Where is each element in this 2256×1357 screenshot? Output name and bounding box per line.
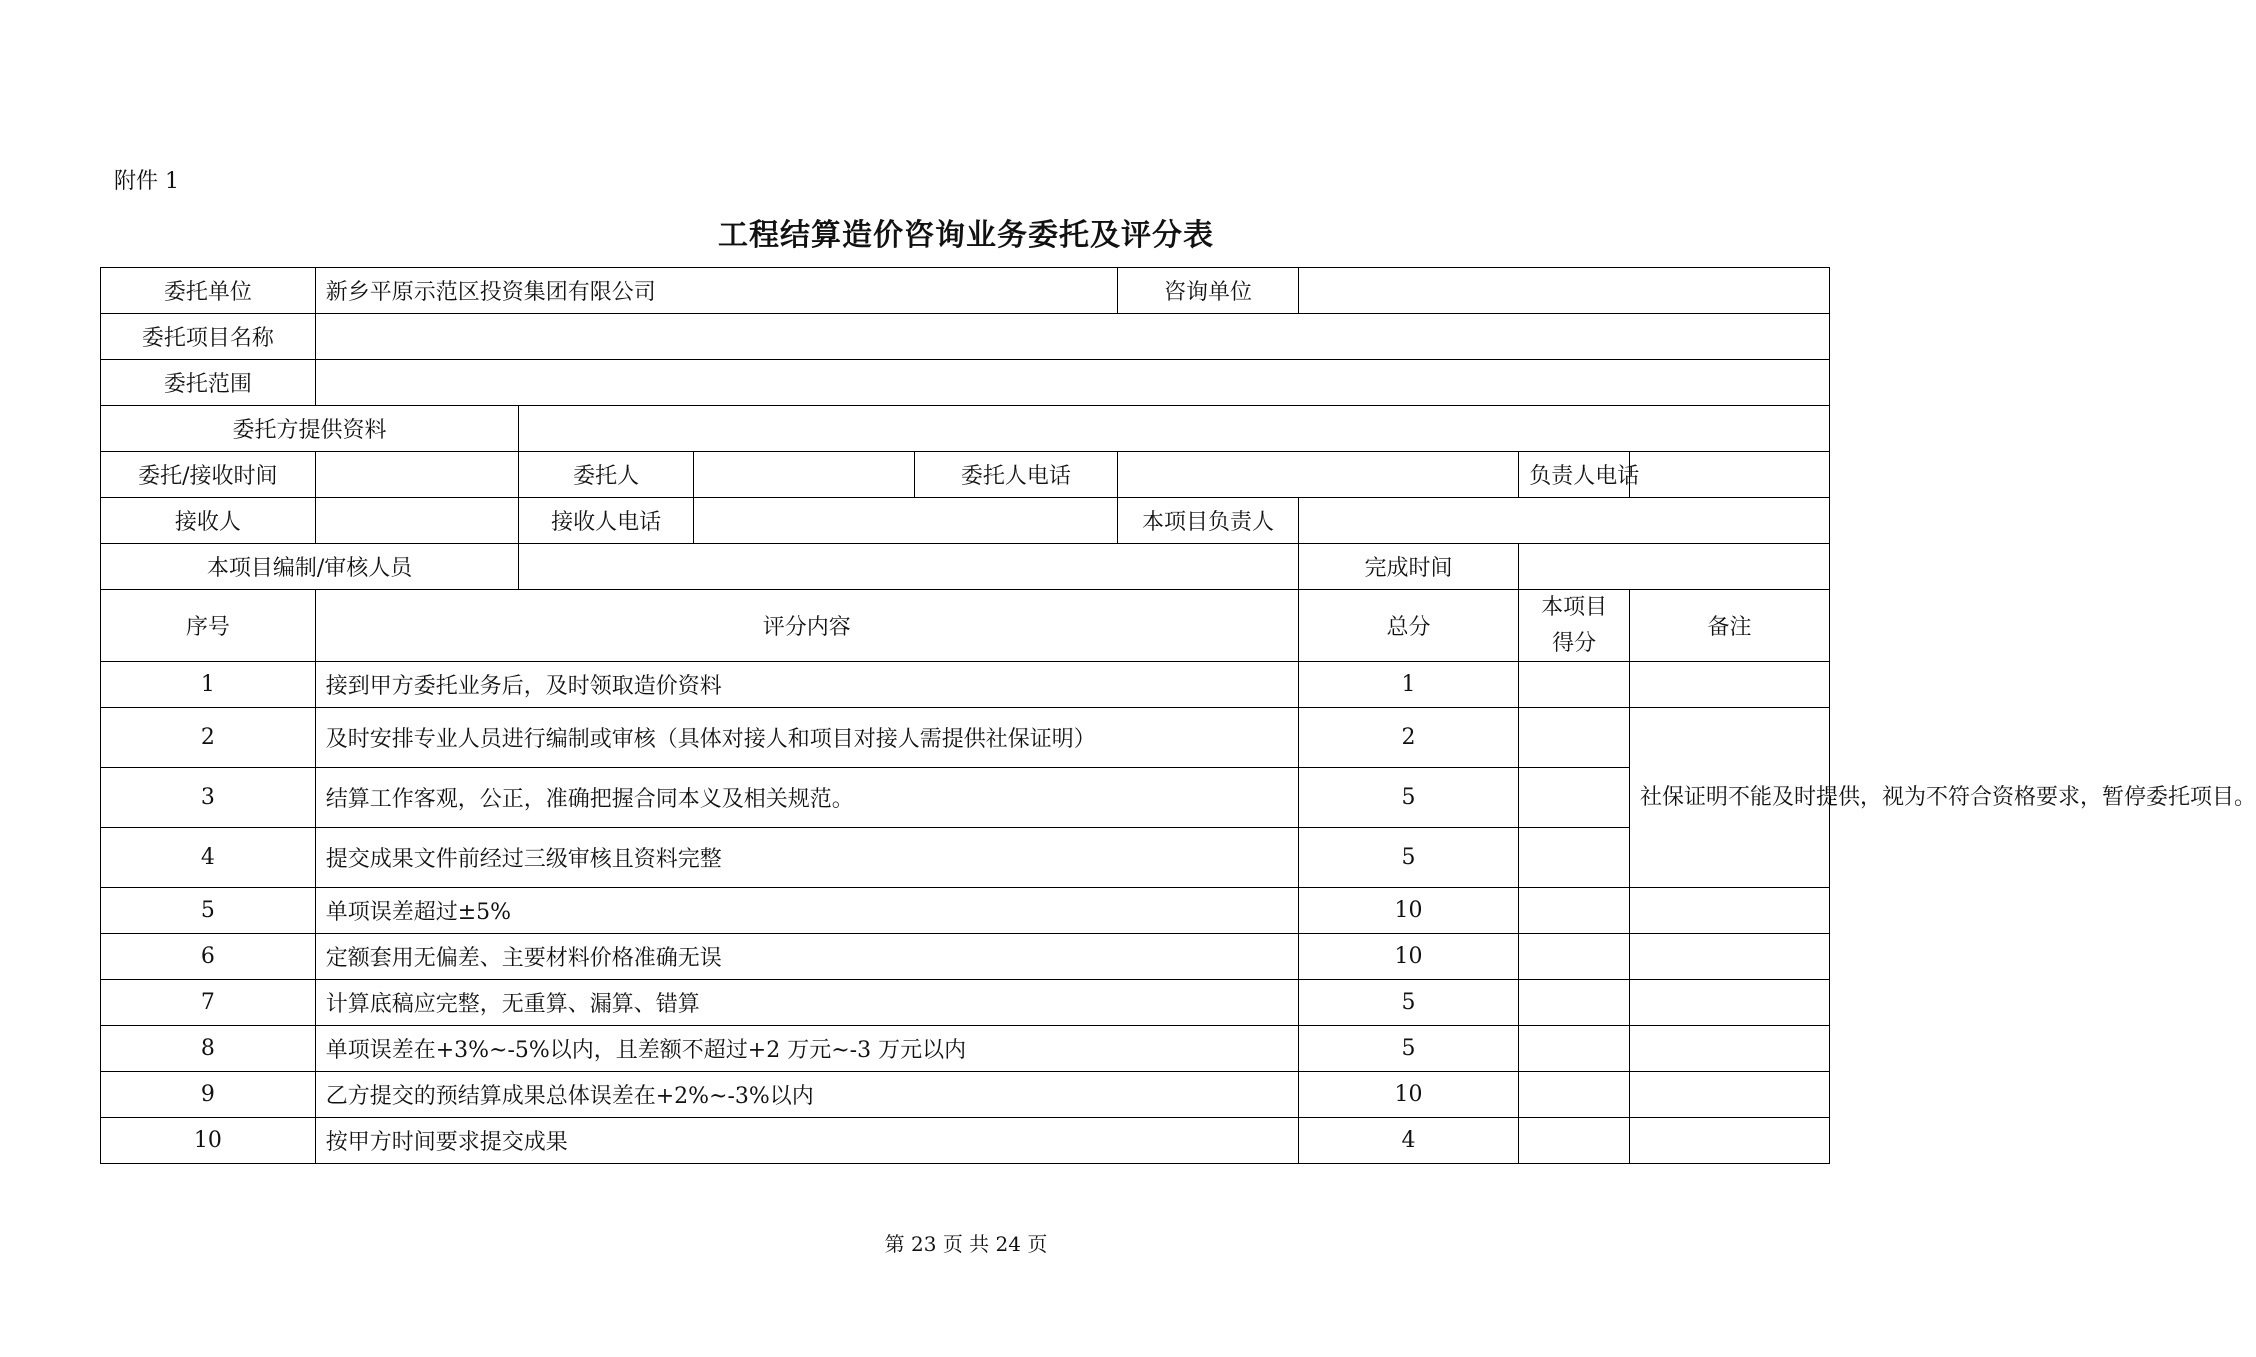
table-row [101, 768, 1830, 828]
row-content: 按甲方时间要求提交成果 [315, 1118, 1298, 1164]
row-content: 接到甲方委托业务后，及时领取造价资料 [315, 662, 1298, 708]
row-no: 2 [101, 708, 316, 768]
principal-phone-label: 委托人电话 [914, 452, 1117, 498]
row-total: 1 [1298, 662, 1518, 708]
finish-label: 完成时间 [1298, 544, 1518, 590]
table-row [101, 980, 1830, 1026]
row-score[interactable] [1519, 708, 1630, 768]
row-total: 10 [1298, 934, 1518, 980]
row-remark[interactable] [1629, 1026, 1829, 1072]
row-content: 单项误差超过±5% [315, 888, 1298, 934]
table-row [101, 1118, 1830, 1164]
commission-score-table [100, 267, 2256, 1164]
scope-label: 委托范围 [101, 360, 316, 406]
row-score[interactable] [1519, 934, 1630, 980]
row-remark[interactable] [1629, 888, 1829, 934]
staff-label: 本项目编制/审核人员 [101, 544, 519, 590]
row-score[interactable] [1519, 1072, 1630, 1118]
principal-phone-value[interactable] [1118, 452, 1519, 498]
header-no: 序号 [101, 590, 316, 662]
table-row [101, 662, 1830, 708]
row-client [101, 268, 1830, 314]
row-staff [101, 544, 1830, 590]
row-total: 2 [1298, 708, 1518, 768]
row-total: 5 [1298, 828, 1518, 888]
row-scope [101, 360, 1830, 406]
finish-value[interactable] [1519, 544, 1830, 590]
row-score[interactable] [1519, 980, 1630, 1026]
row-remark[interactable] [1629, 980, 1829, 1026]
table-row [101, 934, 1830, 980]
receiver-phone-value[interactable] [694, 498, 1118, 544]
header-score-line2: 得分 [1552, 630, 1597, 656]
row-content: 定额套用无偏差、主要材料价格准确无误 [315, 934, 1298, 980]
receiver-label: 接收人 [101, 498, 316, 544]
row-content: 及时安排专业人员进行编制或审核（具体对接人和项目对接人需提供社保证明） [315, 708, 1298, 768]
page-number: 第 23 页 共 24 页 [884, 1232, 1048, 1256]
row-remark[interactable] [1629, 1072, 1829, 1118]
consultant-label: 咨询单位 [1118, 268, 1299, 314]
row-total: 4 [1298, 1118, 1518, 1164]
row-remark[interactable] [1629, 1118, 1829, 1164]
row-no: 4 [101, 828, 316, 888]
remark-note: 社保证明不能及时提供，视为不符合资格要求，暂停委托项目。 [1629, 708, 1829, 888]
row-score[interactable] [1519, 1026, 1630, 1072]
scope-value[interactable] [315, 360, 1829, 406]
header-score-line1: 本项目 [1541, 595, 1608, 621]
row-no: 6 [101, 934, 316, 980]
manager-phone-value[interactable] [1629, 452, 1829, 498]
row-no: 5 [101, 888, 316, 934]
project-name-value[interactable] [315, 314, 1829, 360]
row-no: 3 [101, 768, 316, 828]
header-total: 总分 [1298, 590, 1518, 662]
row-content: 乙方提交的预结算成果总体误差在+2%~-3%以内 [315, 1072, 1298, 1118]
row-remark[interactable] [1629, 934, 1829, 980]
header-content: 评分内容 [315, 590, 1298, 662]
table-row [101, 708, 1830, 768]
table-row [101, 888, 1830, 934]
row-no: 7 [101, 980, 316, 1026]
row-total: 5 [1298, 768, 1518, 828]
header-remark: 备注 [1629, 590, 1829, 662]
table-row [101, 828, 1830, 888]
row-total: 10 [1298, 888, 1518, 934]
row-score[interactable] [1519, 828, 1630, 888]
principal-value[interactable] [694, 452, 914, 498]
materials-value[interactable] [519, 406, 1830, 452]
consultant-value[interactable] [1298, 268, 1829, 314]
row-receiver [101, 498, 1830, 544]
header-score [1519, 590, 1630, 662]
row-project-name [101, 314, 1830, 360]
project-name-label: 委托项目名称 [101, 314, 316, 360]
row-score[interactable] [1519, 768, 1630, 828]
project-manager-label: 本项目负责人 [1118, 498, 1299, 544]
row-no: 8 [101, 1026, 316, 1072]
row-no: 9 [101, 1072, 316, 1118]
row-materials [101, 406, 1830, 452]
row-content: 结算工作客观，公正，准确把握合同本义及相关规范。 [315, 768, 1298, 828]
client-value[interactable]: 新乡平原示范区投资集团有限公司 [315, 268, 1117, 314]
row-no: 1 [101, 662, 316, 708]
principal-label: 委托人 [519, 452, 694, 498]
materials-label: 委托方提供资料 [101, 406, 519, 452]
table-row [101, 1072, 1830, 1118]
attachment-label: 附件 1 [114, 169, 179, 194]
page-title: 工程结算造价咨询业务委托及评分表 [718, 218, 1214, 253]
row-no: 10 [101, 1118, 316, 1164]
receiver-phone-label: 接收人电话 [519, 498, 694, 544]
row-score[interactable] [1519, 662, 1630, 708]
row-total: 5 [1298, 1026, 1518, 1072]
client-label: 委托单位 [101, 268, 316, 314]
time-label: 委托/接收时间 [101, 452, 316, 498]
row-total: 10 [1298, 1072, 1518, 1118]
time-value[interactable] [315, 452, 518, 498]
table-row [101, 1026, 1830, 1072]
row-time [101, 452, 1830, 498]
row-content: 提交成果文件前经过三级审核且资料完整 [315, 828, 1298, 888]
receiver-value[interactable] [315, 498, 518, 544]
manager-phone-label: 负责人电话 [1519, 452, 1630, 498]
row-content: 单项误差在+3%~-5%以内，且差额不超过+2 万元~-3 万元以内 [315, 1026, 1298, 1072]
staff-value[interactable] [519, 544, 1299, 590]
row-content: 计算底稿应完整，无重算、漏算、错算 [315, 980, 1298, 1026]
row-score[interactable] [1519, 888, 1630, 934]
score-header-row [101, 590, 1830, 662]
project-manager-value[interactable] [1298, 498, 1829, 544]
row-total: 5 [1298, 980, 1518, 1026]
row-remark[interactable] [1629, 662, 1829, 708]
row-score[interactable] [1519, 1118, 1630, 1164]
